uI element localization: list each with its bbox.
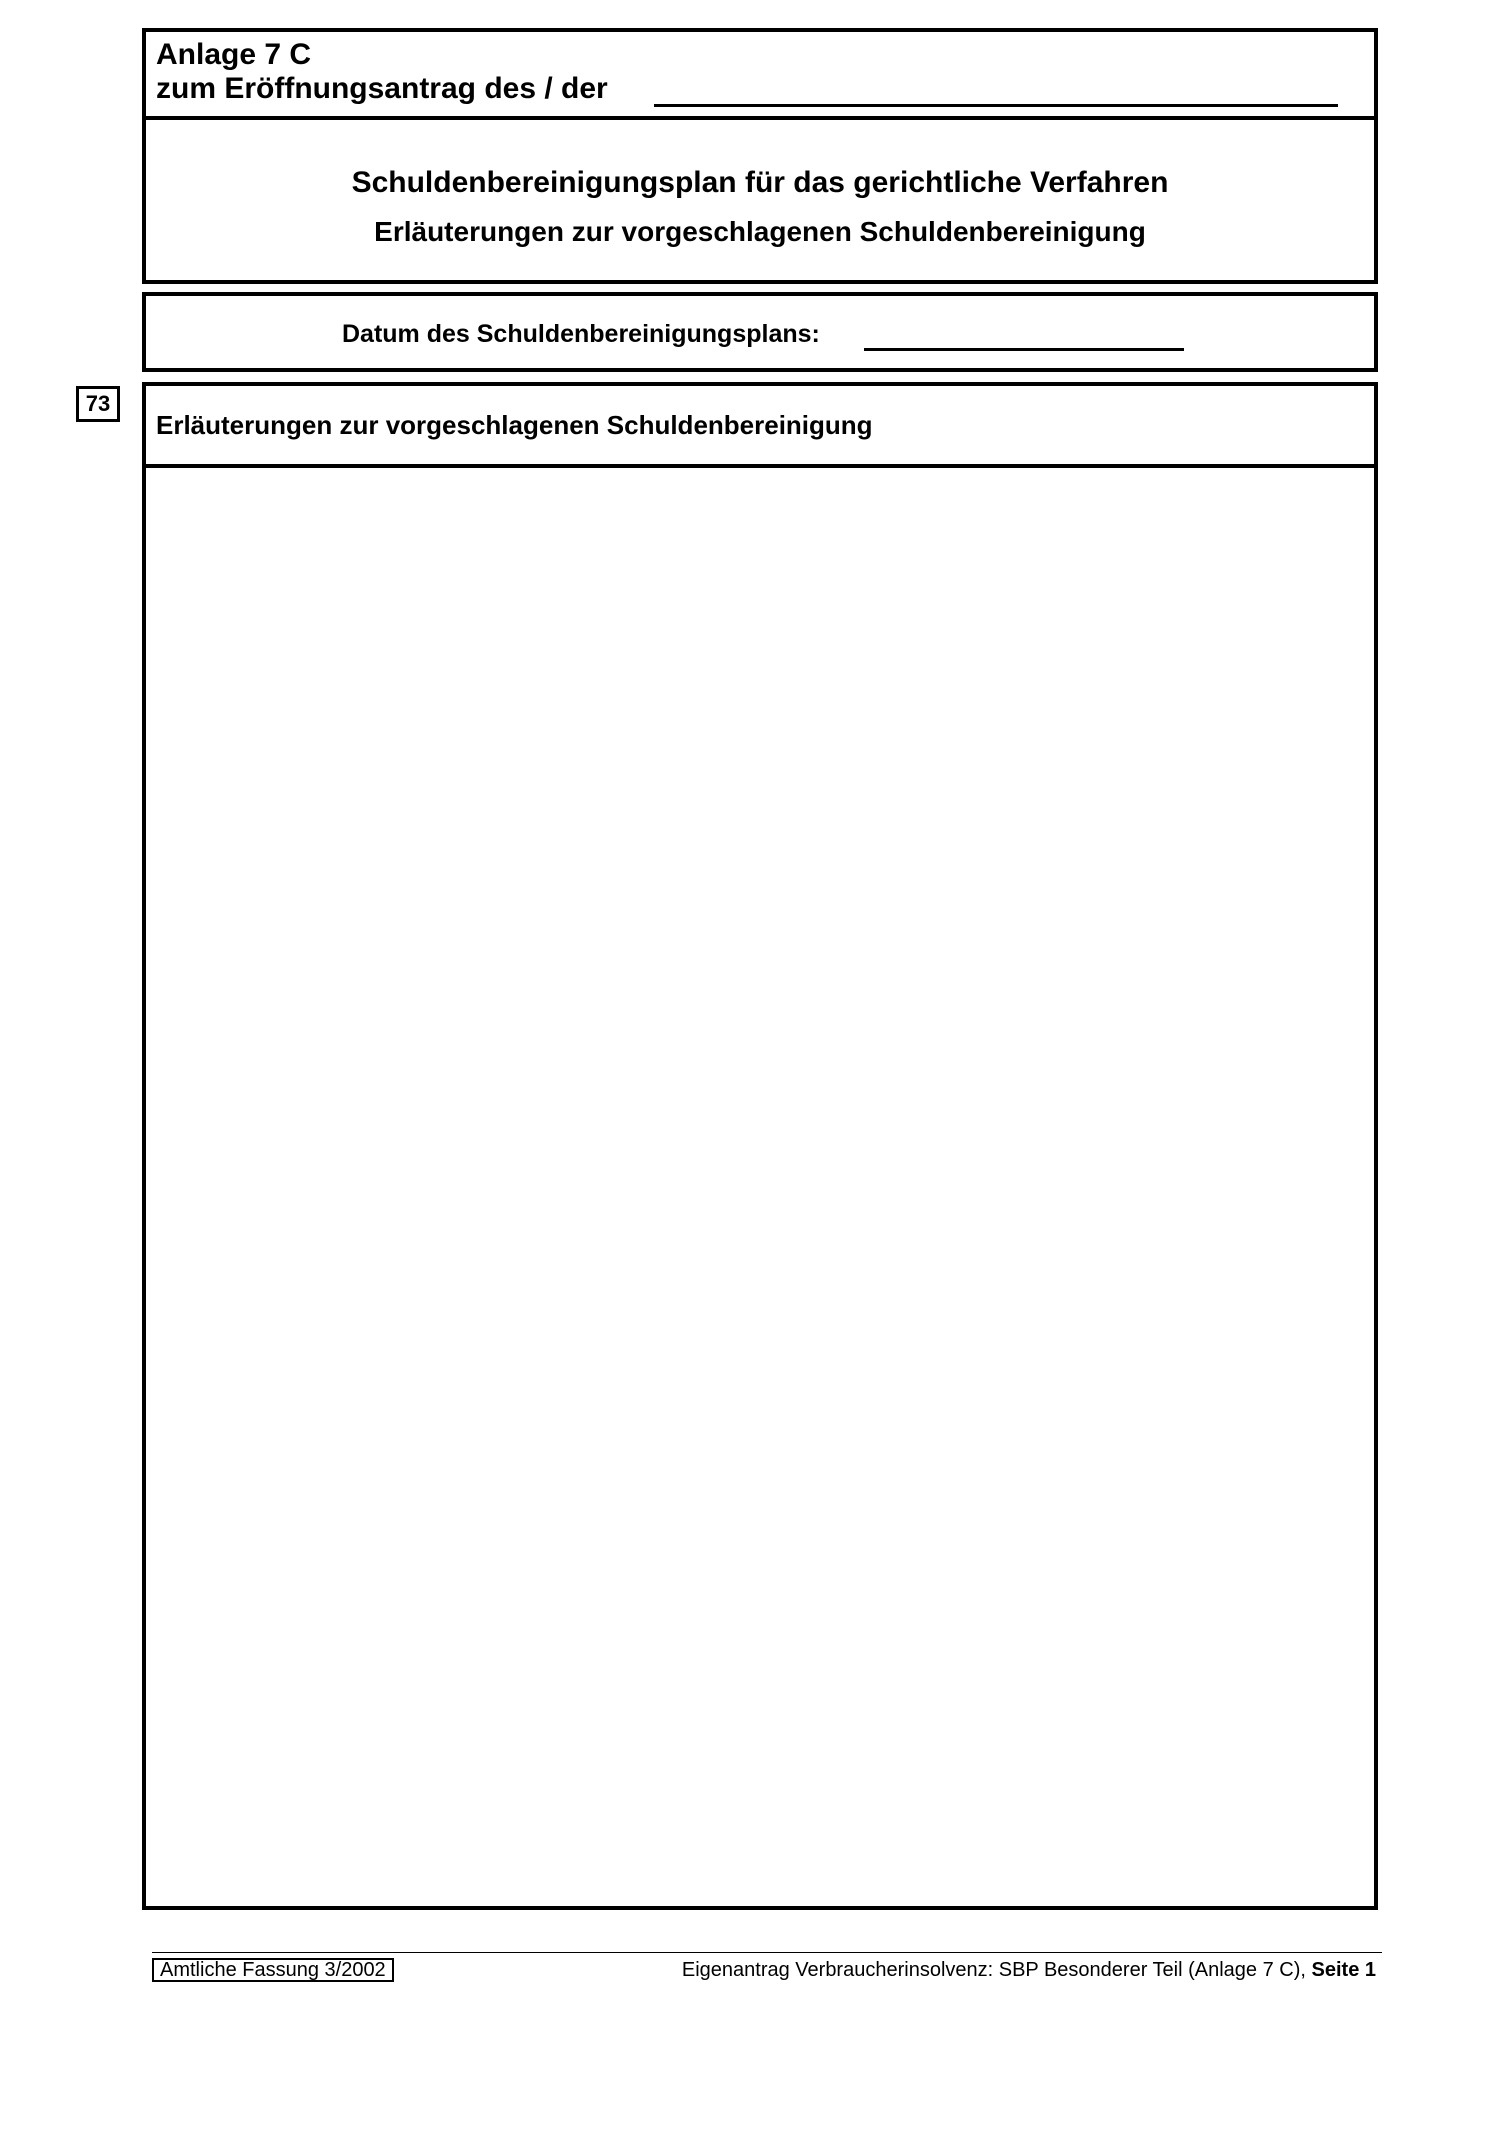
explanation-text-area[interactable] bbox=[146, 468, 1374, 1906]
anlage-title: Anlage 7 C bbox=[156, 38, 312, 71]
footer-page-label: Seite 1 bbox=[1311, 1959, 1376, 1981]
applicant-name-field[interactable] bbox=[654, 104, 1338, 107]
plan-date-field[interactable] bbox=[864, 348, 1184, 351]
header-box bbox=[142, 28, 1378, 284]
date-box bbox=[142, 292, 1378, 372]
explanation-label: Erläuterungen zur vorgeschlagenen Schuldenbereinigung bbox=[156, 410, 873, 440]
plan-subtitle: Erläuterungen zur vorgeschlagenen Schuldenbereinigung bbox=[374, 216, 1146, 247]
explanation-box bbox=[142, 382, 1378, 1910]
explanation-header bbox=[146, 386, 1374, 468]
footer-divider bbox=[152, 1952, 1382, 1953]
footer-version-badge: Amtliche Fassung 3/2002 bbox=[152, 1958, 394, 1982]
footer-caption bbox=[682, 1958, 1376, 1982]
header-title-row bbox=[146, 32, 1374, 120]
footer-caption-text: Eigenantrag Verbraucherinsolvenz: SBP Besonderer Teil (Anlage 7 C), bbox=[681, 1959, 1306, 1981]
antrag-label: zum Eröffnungsantrag des / der bbox=[156, 72, 608, 105]
plan-title: Schuldenbereinigungsplan für das gerichtliche Verfahren bbox=[351, 166, 1169, 199]
field-number-badge: 73 bbox=[76, 386, 120, 422]
date-label: Datum des Schuldenbereinigungsplans: bbox=[342, 320, 820, 348]
